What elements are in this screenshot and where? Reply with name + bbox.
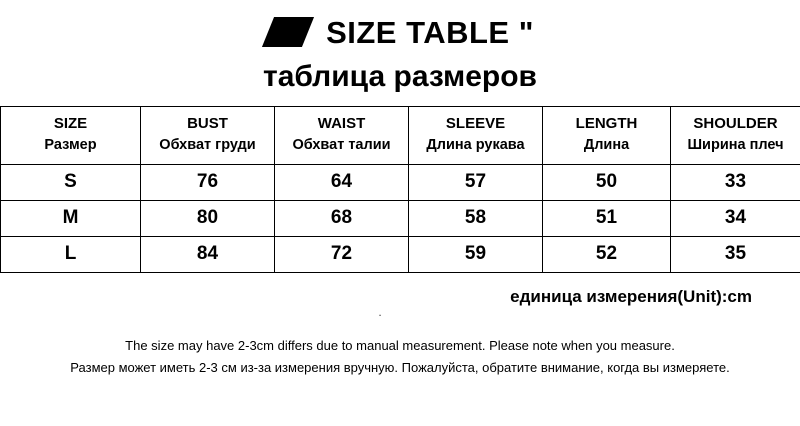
cell-sleeve: 57: [409, 164, 543, 200]
cell-sleeve: 58: [409, 200, 543, 236]
cell-bust: 84: [141, 236, 275, 272]
cell-shoulder: 33: [671, 164, 800, 200]
column-header-length-ru: Длина: [583, 136, 630, 153]
slash-mark-icon: [266, 17, 310, 47]
column-header-waist-en: WAIST: [317, 115, 366, 132]
column-header-shoulder-ru: Ширина плеч: [687, 136, 784, 153]
column-header-bust-ru: Обхват груди: [159, 136, 256, 153]
table-container: [0, 106, 800, 273]
cell-length: 51: [543, 200, 671, 236]
size-table: [0, 106, 800, 273]
column-header-shoulder-en: SHOULDER: [693, 115, 778, 132]
table-header-row: [1, 107, 800, 165]
column-header-length: [543, 107, 671, 165]
column-header-sleeve: [409, 107, 543, 165]
cell-length: 50: [543, 164, 671, 200]
column-header-bust-en: BUST: [187, 115, 228, 132]
cell-sleeve: 59: [409, 236, 543, 272]
measurement-note-en: The size may have 2-3cm differs due to manual measurement. Please note when you measure.: [125, 337, 675, 353]
title-line-primary: [0, 10, 800, 54]
cell-length: 52: [543, 236, 671, 272]
cell-waist: 72: [275, 236, 409, 272]
page-title-en: SIZE TABLE ": [326, 14, 534, 50]
table-row: [1, 164, 800, 200]
cell-waist: 68: [275, 200, 409, 236]
column-header-size-ru: Размер: [44, 136, 97, 153]
cell-waist: 64: [275, 164, 409, 200]
header: [0, 0, 800, 93]
column-header-waist: [275, 107, 409, 165]
cell-shoulder: 34: [671, 200, 800, 236]
measurement-note-ru: Размер может иметь 2-3 см из-за измерения вручную. Пожалуйста, обратите внимание, когда вы измеряете.: [70, 359, 730, 375]
table-row: [1, 236, 800, 272]
column-header-bust: [141, 107, 275, 165]
table-row: [1, 200, 800, 236]
column-header-waist-ru: Обхват талии: [292, 136, 391, 153]
cell-size: S: [1, 164, 141, 200]
cell-size: M: [1, 200, 141, 236]
column-header-size-en: SIZE: [53, 115, 88, 132]
column-header-sleeve-ru: Длина рукава: [426, 136, 525, 153]
footer-notes: [0, 335, 800, 379]
column-header-shoulder: [671, 107, 800, 165]
dot-mark: .: [378, 304, 382, 319]
cell-shoulder: 35: [671, 236, 800, 272]
page-title-ru: таблица размеров: [263, 60, 537, 93]
column-header-sleeve-en: SLEEVE: [445, 115, 506, 132]
unit-note: единица измерения(Unit):cm: [510, 286, 752, 306]
column-header-length-en: LENGTH: [575, 115, 638, 132]
cell-size: L: [1, 236, 141, 272]
cell-bust: 76: [141, 164, 275, 200]
cell-bust: 80: [141, 200, 275, 236]
column-header-size: [1, 107, 141, 165]
